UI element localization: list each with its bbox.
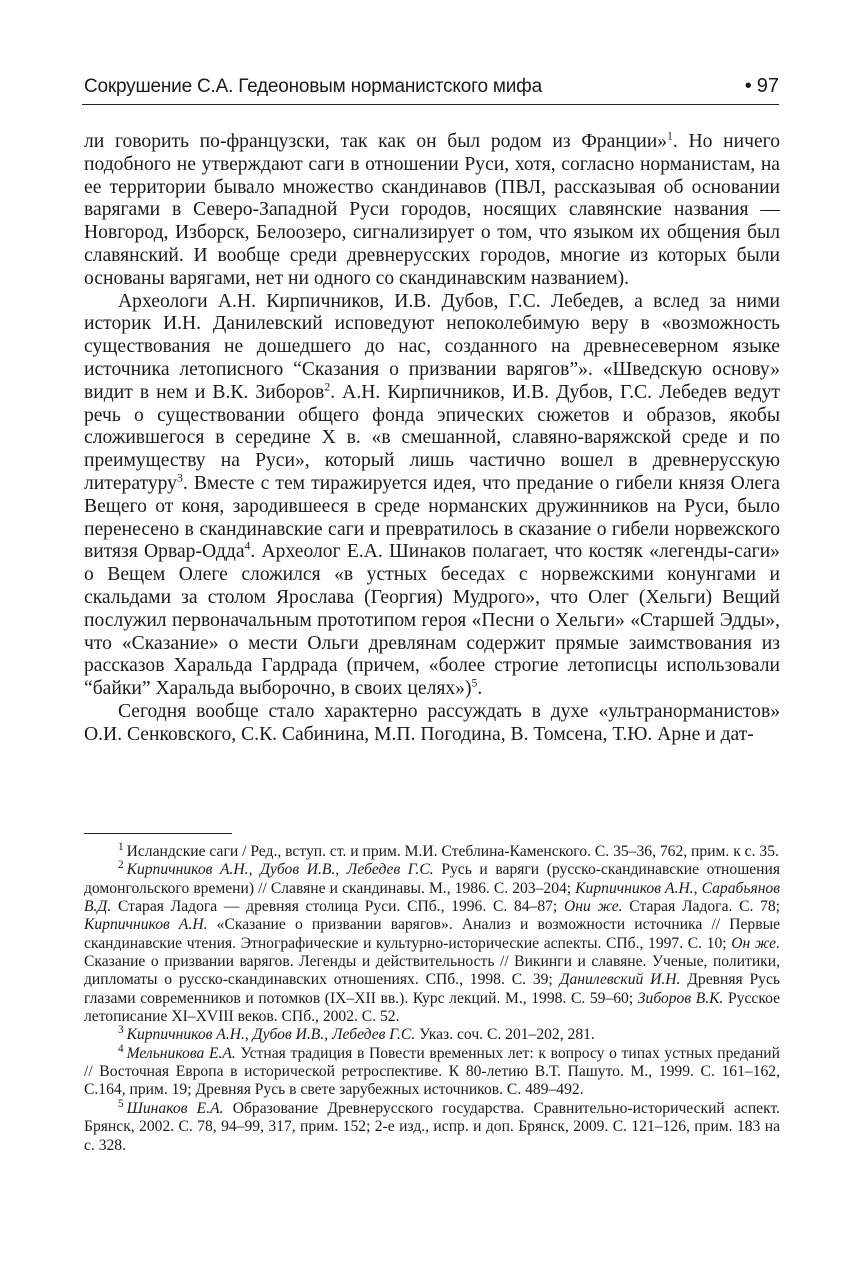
page-number — [745, 75, 779, 98]
footnote-ref-5: 5 — [471, 676, 478, 690]
page-number-value: 97 — [756, 75, 779, 97]
footnote-4: $^4$ Мельникова Е.А. Устная традиция в Повести временных лет: к вопросу о типах устных преданий // Восточная Европа в исторической ретроспективе. К 80-летию В.Т. Пашуто. М., 1999. С. 161–162, С.164, прим. 19; Древняя Русь в свете зарубежных источников. С. 489–492. — [84, 1042, 780, 1099]
footnote-separator — [84, 833, 232, 834]
footnote-1: $^1$ Исландские саги / Ред., вступ. ст. и прим. М.И. Стеблина-Каменского. С. 35–36, 762, прим. к с. 35. — [118, 840, 779, 860]
footnote-ref-3: 3 — [176, 471, 183, 485]
footnote-ref-1: 1 — [667, 129, 673, 143]
main-text — [84, 131, 780, 747]
footnote-3: $^3$ Кирпичников А.Н., Дубов И.В., Лебедев Г.С. Указ. соч. С. 201–202, 281. — [118, 1024, 595, 1044]
footnote-5: $^5$ Шинаков Е.А. Образование Древнерусского государства. Сравнительно-исторический аспект. Брянск, 2002. С. 78, 94–99, 317, прим. 152; 2-е изд., испр. и доп. Брянск, 2009. С. 121–126, прим. 183 на с. 328. — [84, 1097, 780, 1154]
footnote-2: $^2$ Кирпичников А.Н., Дубов И.В., Лебедев Г.С. Русь и варяги (русско-скандинавские отношения домонгольского времени) // Славяне и скандинавы. М., 1986. С. 203–204; Кирпичников А.Н., Сарабьянов В.Д. Старая Ладога — древняя столица Руси. СПб., 1996. С. 84–87; Они же. Старая Ладога. С. 78; Кирпичников А.Н. «Сказание о призвании варягов». Анализ и возможности источника // Первые скандинавские чтения. Этнографические и культурно-исторические аспекты. СПб., 1997. С. 10; Он же. Сказание о призвании варягов. Легенды и действительность // Викинги и славяне. Ученые, политики, дипломаты о русско-скандинавских отношениях. СПб., 1998. С. 39; Данилевский И.Н. Древняя Русь глазами современников и потомков (IX–XII вв.). Курс лекций. М., 1998. С. 59–60; Зиборов В.К. Русское летописание XI–XVIII веков. СПб., 2002. С. 52. — [84, 859, 781, 1026]
paragraph-1: ли говорить по-французски, так как он был родом из Франции»$^1$. Но ничего подобного не утверждают саги в отношении Руси, хотя, согласно норманистам, на ее территории бывало множество скандинавов (ПВЛ, рассказывая об основании варягами в Северо-Западной Руси городов, носящих славянские названия — Новгород, Изборск, Белоозеро, сигнализирует о том, что языком их общения был славянский. И вообще среди древнерусских городов, многие из которых были основаны варягами, нет ни одного со скандинавским названием). — [84, 129, 780, 289]
footnote-ref-2: 2 — [324, 380, 331, 394]
page-number-bullet: • — [744, 75, 752, 97]
running-title: Сокрушение С.А. Гедеоновым норманистского мифа — [84, 76, 542, 97]
footnotes — [84, 840, 781, 1155]
page-header — [82, 74, 779, 104]
header-rule — [82, 104, 779, 105]
paragraph-3: Сегодня вообще стало характерно рассуждать в духе «ультранорманистов» О.И. Сенковского, С.К. Сабинина, М.П. Погодина, В. Томсена, Т.Ю. Арне и дат- — [84, 700, 780, 745]
paragraph-2: Археологи А.Н. Кирпичников, И.В. Дубов, Г.С. Лебедев, а вслед за ними историк И.Н. Данилевский исповедуют непоколебимую веру в «возможность существования не дошедшего до нас, созданного на древнесеверном языке источника летописного “Сказания о призвании варягов”». «Шведскую основу» видит в нем и В.К. Зиборов$^2$. А.Н. Кирпичников, И.В. Дубов, Г.С. Лебедев ведут речь о существовании общего фонда эпических сюжетов и образов, якобы сложившегося в середине X в. «в смешанной, славяно-варяжской среде и по преимуществу на Руси», который лишь частично вошел в древнерусскую литературу$^3$. Вместе с тем тиражируется идея, что предание о гибели князя Олега Вещего от коня, зародившееся в среде норманских дружинников на Руси, было перенесено в скандинавские саги и превратилось в сказание о гибели норвежского витязя Орвар-Одда$^4$. Археолог Е.А. Шинаков полагает, что костяк «легенды-саги» о Вещем Олеге сложился «в устных беседах с норвежскими конунгами и скальдами за столом Ярослава (Георгия) Мудрого», что Олег (Хельги) Вещий послужил первоначальным прототипом героя «Песни о Хельги» «Старшей Эдды», что «Сказание» о мести Ольги древлянам содержит прямые заимствования из рассказов Харальда Гардрада (причем, «более строгие летописцы использовали “байки” Харальда выборочно, в своих целях»)$^5$. — [84, 290, 780, 700]
footnote-ref-4: 4 — [244, 539, 251, 553]
